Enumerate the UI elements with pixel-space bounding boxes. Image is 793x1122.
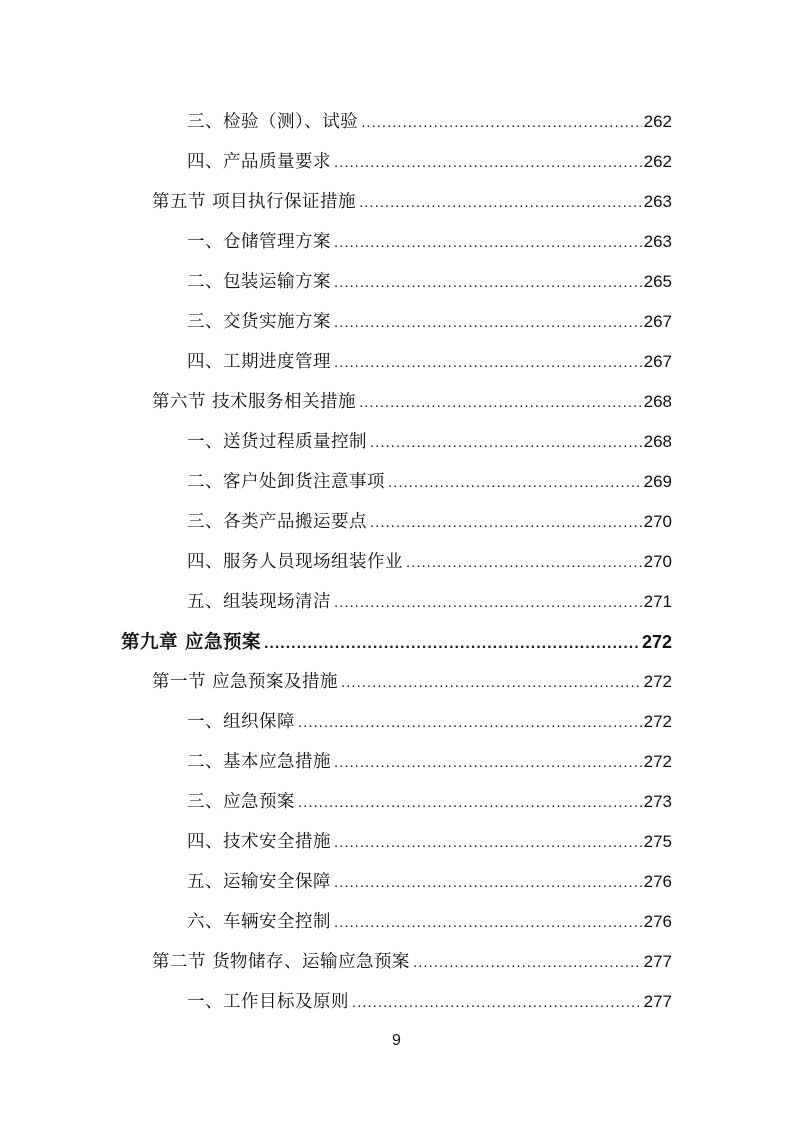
toc-entry-page-number: 270 (643, 552, 672, 571)
toc-entry-title: 二、基本应急措施 (187, 752, 331, 772)
toc-entry-title: 第一节 应急预案及措施 (152, 672, 339, 692)
toc-entry-title: 五、组装现场清洁 (187, 592, 331, 612)
toc-entry-title: 三、检验（测）、试验 (187, 112, 359, 132)
toc-dot-leader (298, 783, 642, 823)
toc-dot-leader (361, 103, 641, 143)
toc-dot-leader (413, 943, 642, 983)
toc-entry-page-number: 270 (643, 512, 672, 531)
toc-entry-page-number: 272 (643, 712, 672, 731)
toc-entry-page-number: 267 (643, 312, 672, 331)
toc-entry-page-number: 265 (643, 272, 672, 291)
toc-entry[interactable] (0, 742, 793, 782)
toc-dot-leader (334, 823, 642, 863)
toc-dot-leader (334, 303, 642, 343)
toc-entry-title: 一、组织保障 (187, 712, 295, 732)
toc-dot-leader (388, 463, 642, 503)
toc-dot-leader (334, 343, 642, 383)
toc-entry[interactable] (0, 542, 793, 582)
toc-entry[interactable] (0, 582, 793, 622)
toc-dot-leader (406, 543, 642, 583)
toc-entry-page-number: 263 (643, 192, 672, 211)
toc-entry[interactable] (0, 462, 793, 502)
toc-entry-page-number: 272 (641, 632, 672, 652)
toc-entry-page-number: 262 (643, 152, 672, 171)
toc-entry-page-number: 276 (643, 912, 672, 931)
toc-dot-leader (359, 383, 642, 423)
toc-entry[interactable] (0, 142, 793, 182)
toc-entry-title: 一、工作目标及原则 (187, 992, 349, 1012)
toc-dot-leader (264, 624, 640, 664)
toc-entry-page-number: 267 (643, 352, 672, 371)
toc-entry[interactable] (0, 782, 793, 822)
toc-dot-leader (370, 503, 642, 543)
toc-dot-leader (334, 863, 642, 903)
toc-entry[interactable] (0, 302, 793, 342)
toc-entry-title: 四、服务人员现场组装作业 (187, 552, 403, 572)
toc-entry-title: 第五节 项目执行保证措施 (152, 192, 357, 212)
toc-dot-leader (352, 983, 642, 1023)
toc-entry[interactable] (0, 502, 793, 542)
toc-entry-title: 第六节 技术服务相关措施 (152, 392, 357, 412)
toc-entry[interactable] (0, 102, 793, 142)
toc-dot-leader (334, 143, 642, 183)
toc-dot-leader (341, 663, 642, 703)
toc-dot-leader (334, 223, 642, 263)
toc-dot-leader (298, 703, 642, 743)
toc-entry[interactable] (0, 222, 793, 262)
toc-entry-title: 二、客户处卸货注意事项 (187, 472, 385, 492)
toc-entry-page-number: 273 (643, 792, 672, 811)
toc-dot-leader (334, 743, 642, 783)
toc-entry-page-number: 262 (643, 112, 672, 131)
toc-entry-title: 四、产品质量要求 (187, 152, 331, 172)
toc-entry[interactable] (0, 902, 793, 942)
toc-entry[interactable] (0, 422, 793, 462)
toc-dot-leader (334, 903, 642, 943)
toc-entry-page-number: 277 (643, 952, 672, 971)
toc-entry-title: 二、包装运输方案 (187, 272, 331, 292)
toc-entry[interactable] (0, 862, 793, 902)
toc-entry-page-number: 275 (643, 832, 672, 851)
toc-entry[interactable] (0, 982, 793, 1022)
toc-dot-leader (334, 263, 642, 303)
toc-dot-leader (359, 183, 642, 223)
page-number: 9 (392, 1032, 401, 1049)
toc-entry-title: 三、各类产品搬运要点 (187, 512, 367, 532)
toc-entry-title: 五、运输安全保障 (187, 872, 331, 892)
toc-entry-page-number: 268 (643, 392, 672, 411)
toc-entry-title: 第九章 应急预案 (121, 632, 261, 653)
toc-entry-page-number: 268 (643, 432, 672, 451)
toc-dot-leader (370, 423, 642, 463)
toc-entry[interactable] (0, 182, 793, 222)
toc-entry-page-number: 271 (643, 592, 672, 611)
toc-entry-title: 三、应急预案 (187, 792, 295, 812)
toc-entry[interactable] (0, 262, 793, 302)
toc-entry-title: 三、交货实施方案 (187, 312, 331, 332)
toc-entry[interactable] (0, 822, 793, 862)
toc-entry[interactable] (0, 342, 793, 382)
toc-entry-page-number: 277 (643, 992, 672, 1011)
toc-entry-title: 四、技术安全措施 (187, 832, 331, 852)
toc-entry[interactable] (0, 662, 793, 702)
toc-entry-title: 四、工期进度管理 (187, 352, 331, 372)
toc-entry[interactable] (0, 382, 793, 422)
toc-entry[interactable] (0, 622, 793, 662)
toc-entry-title: 一、送货过程质量控制 (187, 432, 367, 452)
toc-entry-page-number: 269 (643, 472, 672, 491)
toc-entry-title: 第二节 货物储存、运输应急预案 (152, 952, 411, 972)
toc-entry-page-number: 272 (643, 672, 672, 691)
toc-entry[interactable] (0, 942, 793, 982)
toc-entry-title: 六、车辆安全控制 (187, 912, 331, 932)
toc-dot-leader (334, 583, 642, 623)
table-of-contents (0, 102, 793, 1022)
toc-entry-title: 一、仓储管理方案 (187, 232, 331, 252)
toc-entry-page-number: 276 (643, 872, 672, 891)
toc-entry[interactable] (0, 702, 793, 742)
toc-entry-page-number: 272 (643, 752, 672, 771)
toc-entry-page-number: 263 (643, 232, 672, 251)
